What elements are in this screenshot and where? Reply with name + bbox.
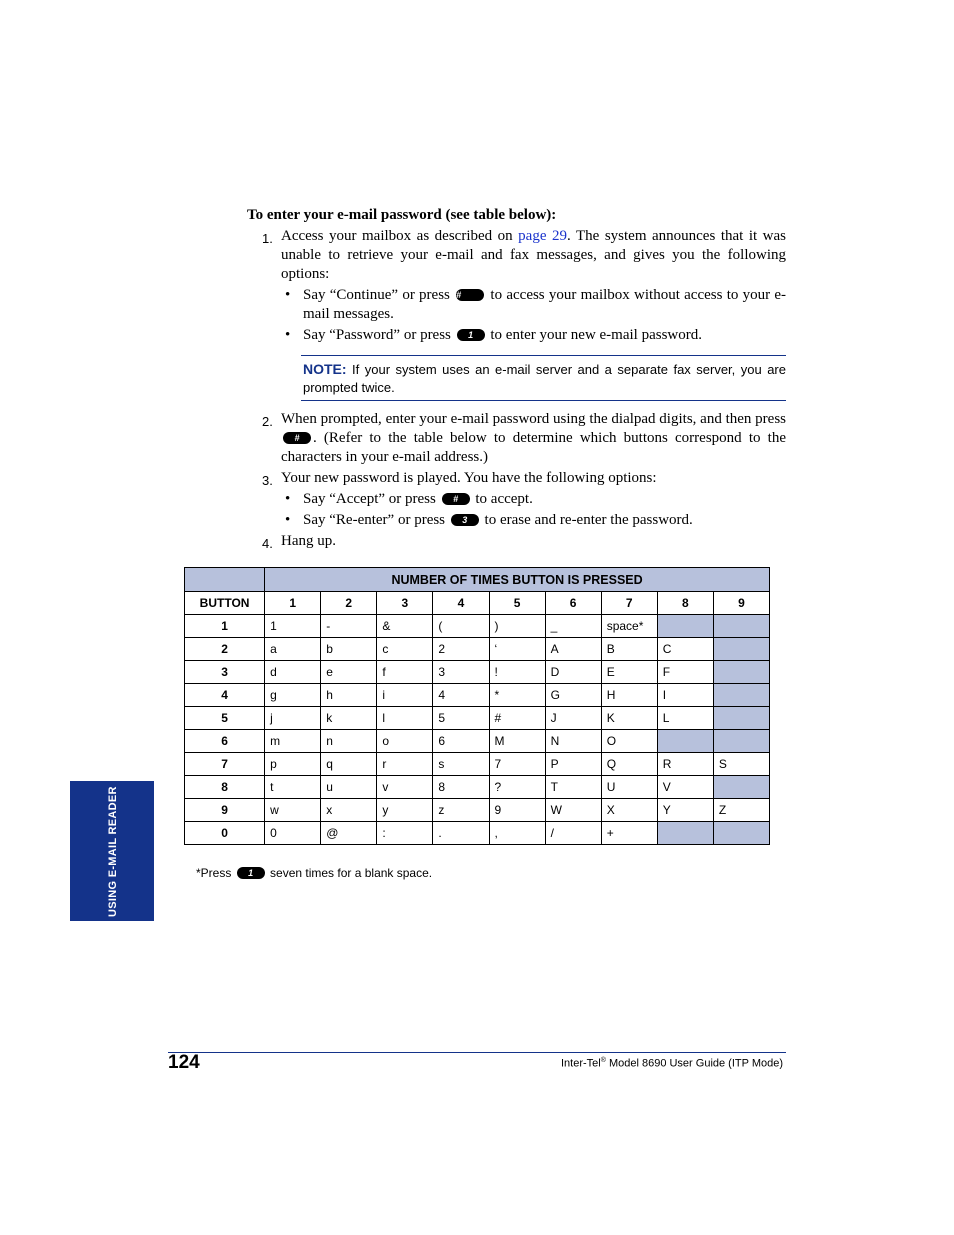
note-content bbox=[303, 360, 786, 397]
row-button-cell: 6 bbox=[185, 730, 265, 753]
row-button-cell: 7 bbox=[185, 753, 265, 776]
column-header: 9 bbox=[713, 592, 769, 615]
table-row bbox=[185, 730, 770, 753]
step-1-text bbox=[281, 227, 786, 284]
three-key-icon: 3 bbox=[451, 514, 479, 526]
character-cell: _ bbox=[545, 615, 601, 638]
character-cell: 3 bbox=[433, 661, 489, 684]
footnote-before: *Press bbox=[196, 866, 232, 880]
character-cell: ‘ bbox=[489, 638, 545, 661]
character-cell: g bbox=[265, 684, 321, 707]
character-cell: t bbox=[265, 776, 321, 799]
table-row bbox=[185, 799, 770, 822]
step-1-text-after: . The system announces that it was unable to retrieve your e-mail and fax messages, and gives you the following options: bbox=[281, 228, 786, 282]
character-cell: u bbox=[321, 776, 377, 799]
bullet-accept bbox=[285, 490, 786, 509]
bullet-accept-before: Say “Accept” or press bbox=[303, 491, 436, 507]
character-cell: c bbox=[377, 638, 433, 661]
character-cell: w bbox=[265, 799, 321, 822]
footer-guide-title: Model 8690 User Guide (ITP Mode) bbox=[605, 1057, 783, 1070]
step-3-text: Your new password is played. You have the following options: bbox=[281, 470, 657, 486]
empty-cell bbox=[713, 684, 769, 707]
empty-cell bbox=[657, 730, 713, 753]
column-header: 3 bbox=[377, 592, 433, 615]
character-cell: I bbox=[657, 684, 713, 707]
empty-cell bbox=[713, 638, 769, 661]
row-button-cell: 9 bbox=[185, 799, 265, 822]
character-cell: U bbox=[601, 776, 657, 799]
character-cell: 7 bbox=[489, 753, 545, 776]
table-title-row bbox=[185, 568, 770, 592]
section-heading: To enter your e-mail password (see table below): bbox=[247, 207, 557, 223]
registered-mark: ® bbox=[600, 1057, 606, 1064]
character-cell: d bbox=[265, 661, 321, 684]
empty-cell bbox=[657, 822, 713, 845]
column-header: 5 bbox=[489, 592, 545, 615]
character-cell: q bbox=[321, 753, 377, 776]
button-column-header: BUTTON bbox=[185, 592, 265, 615]
character-cell: A bbox=[545, 638, 601, 661]
character-cell: e bbox=[321, 661, 377, 684]
page-number: 124 bbox=[168, 1052, 200, 1073]
bullet-password-after: to enter your new e-mail password. bbox=[490, 327, 702, 343]
character-cell: 2 bbox=[433, 638, 489, 661]
table-row bbox=[185, 707, 770, 730]
step-number-4: 4. bbox=[262, 536, 273, 551]
character-cell: : bbox=[377, 822, 433, 845]
step-2-text-before: When prompted, enter your e-mail password using the dialpad digits, and then press bbox=[281, 411, 786, 427]
column-header: 2 bbox=[321, 592, 377, 615]
row-button-cell: 8 bbox=[185, 776, 265, 799]
character-cell: n bbox=[321, 730, 377, 753]
character-cell: ! bbox=[489, 661, 545, 684]
character-cell: r bbox=[377, 753, 433, 776]
row-button-cell: 3 bbox=[185, 661, 265, 684]
character-cell: P bbox=[545, 753, 601, 776]
column-header: 8 bbox=[657, 592, 713, 615]
side-tab bbox=[70, 781, 154, 921]
character-cell: Z bbox=[713, 799, 769, 822]
side-tab-label: USING E-MAIL READER bbox=[107, 786, 119, 917]
character-cell: z bbox=[433, 799, 489, 822]
character-cell: * bbox=[489, 684, 545, 707]
column-header: 1 bbox=[265, 592, 321, 615]
empty-cell bbox=[713, 822, 769, 845]
character-cell: 4 bbox=[433, 684, 489, 707]
character-cell: - bbox=[321, 615, 377, 638]
character-cell: o bbox=[377, 730, 433, 753]
table-header-row bbox=[185, 592, 770, 615]
bullet-reenter-after: to erase and re-enter the password. bbox=[484, 512, 693, 528]
character-cell: + bbox=[601, 822, 657, 845]
character-cell: f bbox=[377, 661, 433, 684]
character-cell: H bbox=[601, 684, 657, 707]
table-row bbox=[185, 684, 770, 707]
character-cell: D bbox=[545, 661, 601, 684]
bullet-dot: • bbox=[285, 287, 291, 303]
empty-cell bbox=[713, 661, 769, 684]
table-row bbox=[185, 638, 770, 661]
character-cell: x bbox=[321, 799, 377, 822]
step-number-2: 2. bbox=[262, 414, 273, 429]
character-cell: s bbox=[433, 753, 489, 776]
footer-brand: Inter-Tel bbox=[560, 1057, 601, 1070]
row-button-cell: 0 bbox=[185, 822, 265, 845]
character-cell: i bbox=[377, 684, 433, 707]
bullet-password-before: Say “Password” or press bbox=[303, 327, 451, 343]
character-cell: B bbox=[601, 638, 657, 661]
pound-key-icon: # bbox=[442, 493, 470, 505]
step-2-text-after: . (Refer to the table below to determine which buttons correspond to the characters in your e-mail address.) bbox=[281, 430, 786, 465]
character-cell: O bbox=[601, 730, 657, 753]
character-cell: 8 bbox=[433, 776, 489, 799]
page-29-link[interactable]: page 29 bbox=[518, 228, 567, 244]
bullet-reenter-before: Say “Re-enter” or press bbox=[303, 512, 446, 528]
character-cell: V bbox=[657, 776, 713, 799]
character-cell: a bbox=[265, 638, 321, 661]
table-title: NUMBER OF TIMES BUTTON IS PRESSED bbox=[265, 568, 770, 592]
character-cell: N bbox=[545, 730, 601, 753]
table-row bbox=[185, 822, 770, 845]
empty-cell bbox=[713, 615, 769, 638]
bullet-dot: • bbox=[285, 512, 291, 528]
row-button-cell: 2 bbox=[185, 638, 265, 661]
empty-cell bbox=[713, 776, 769, 799]
character-cell: ( bbox=[433, 615, 489, 638]
table-row bbox=[185, 753, 770, 776]
character-cell: y bbox=[377, 799, 433, 822]
character-cell: / bbox=[545, 822, 601, 845]
note-label: NOTE: bbox=[303, 361, 347, 377]
note-text: If your system uses an e-mail server and a separate fax server, you are prompted twice. bbox=[303, 362, 786, 395]
character-cell: k bbox=[321, 707, 377, 730]
pound-key-icon: # bbox=[456, 289, 484, 301]
character-cell: T bbox=[545, 776, 601, 799]
character-cell: X bbox=[601, 799, 657, 822]
bullet-accept-after: to accept. bbox=[475, 491, 533, 507]
character-cell: L bbox=[657, 707, 713, 730]
character-cell: l bbox=[377, 707, 433, 730]
one-key-icon: 1 bbox=[457, 329, 485, 341]
character-cell: 1 bbox=[265, 615, 321, 638]
column-header: 6 bbox=[545, 592, 601, 615]
empty-cell bbox=[657, 615, 713, 638]
step-2-text bbox=[281, 410, 786, 467]
character-table-body bbox=[185, 568, 770, 845]
character-cell: Y bbox=[657, 799, 713, 822]
character-cell: M bbox=[489, 730, 545, 753]
character-cell: v bbox=[377, 776, 433, 799]
character-cell: R bbox=[657, 753, 713, 776]
character-cell: E bbox=[601, 661, 657, 684]
character-cell: ? bbox=[489, 776, 545, 799]
row-button-cell: 4 bbox=[185, 684, 265, 707]
character-cell: 0 bbox=[265, 822, 321, 845]
character-cell: m bbox=[265, 730, 321, 753]
character-cell: K bbox=[601, 707, 657, 730]
character-cell: 5 bbox=[433, 707, 489, 730]
table-corner-cell bbox=[185, 568, 265, 592]
column-header: 4 bbox=[433, 592, 489, 615]
character-cell: J bbox=[545, 707, 601, 730]
row-button-cell: 5 bbox=[185, 707, 265, 730]
step-1-text-before: Access your mailbox as described on bbox=[281, 228, 519, 244]
character-cell: S bbox=[713, 753, 769, 776]
character-cell: ) bbox=[489, 615, 545, 638]
character-cell: space* bbox=[601, 615, 657, 638]
character-cell: W bbox=[545, 799, 601, 822]
character-cell: 9 bbox=[489, 799, 545, 822]
character-cell: b bbox=[321, 638, 377, 661]
bullet-dot: • bbox=[285, 491, 291, 507]
character-cell: . bbox=[433, 822, 489, 845]
character-cell: & bbox=[377, 615, 433, 638]
table-row bbox=[185, 776, 770, 799]
bullet-continue bbox=[285, 286, 787, 324]
character-cell: # bbox=[489, 707, 545, 730]
row-button-cell: 1 bbox=[185, 615, 265, 638]
character-cell: j bbox=[265, 707, 321, 730]
empty-cell bbox=[713, 730, 769, 753]
footnote-after: seven times for a blank space. bbox=[270, 866, 433, 880]
bullet-continue-after: to access your mailbox without access to your e-mail messages. bbox=[303, 287, 787, 322]
step-number-3: 3. bbox=[262, 473, 273, 488]
character-cell: G bbox=[545, 684, 601, 707]
character-cell: p bbox=[265, 753, 321, 776]
character-cell: Q bbox=[601, 753, 657, 776]
character-cell: F bbox=[657, 661, 713, 684]
character-cell: , bbox=[489, 822, 545, 845]
pound-key-icon: # bbox=[283, 432, 311, 444]
bullet-dot: • bbox=[285, 327, 291, 343]
character-cell: @ bbox=[321, 822, 377, 845]
step-number-1: 1. bbox=[262, 231, 273, 246]
character-table bbox=[184, 567, 770, 845]
empty-cell bbox=[713, 707, 769, 730]
footer-title bbox=[561, 1053, 783, 1072]
table-row bbox=[185, 661, 770, 684]
one-key-icon: 1 bbox=[237, 867, 265, 879]
table-row bbox=[185, 615, 770, 638]
step-4-text: Hang up. bbox=[281, 533, 336, 549]
column-header: 7 bbox=[601, 592, 657, 615]
footnote bbox=[196, 865, 432, 881]
character-cell: h bbox=[321, 684, 377, 707]
character-cell: C bbox=[657, 638, 713, 661]
bullet-continue-before: Say “Continue” or press bbox=[303, 287, 450, 303]
bullet-password bbox=[285, 326, 786, 345]
note-box bbox=[301, 355, 786, 401]
character-cell: 6 bbox=[433, 730, 489, 753]
bullet-reenter bbox=[285, 511, 786, 530]
